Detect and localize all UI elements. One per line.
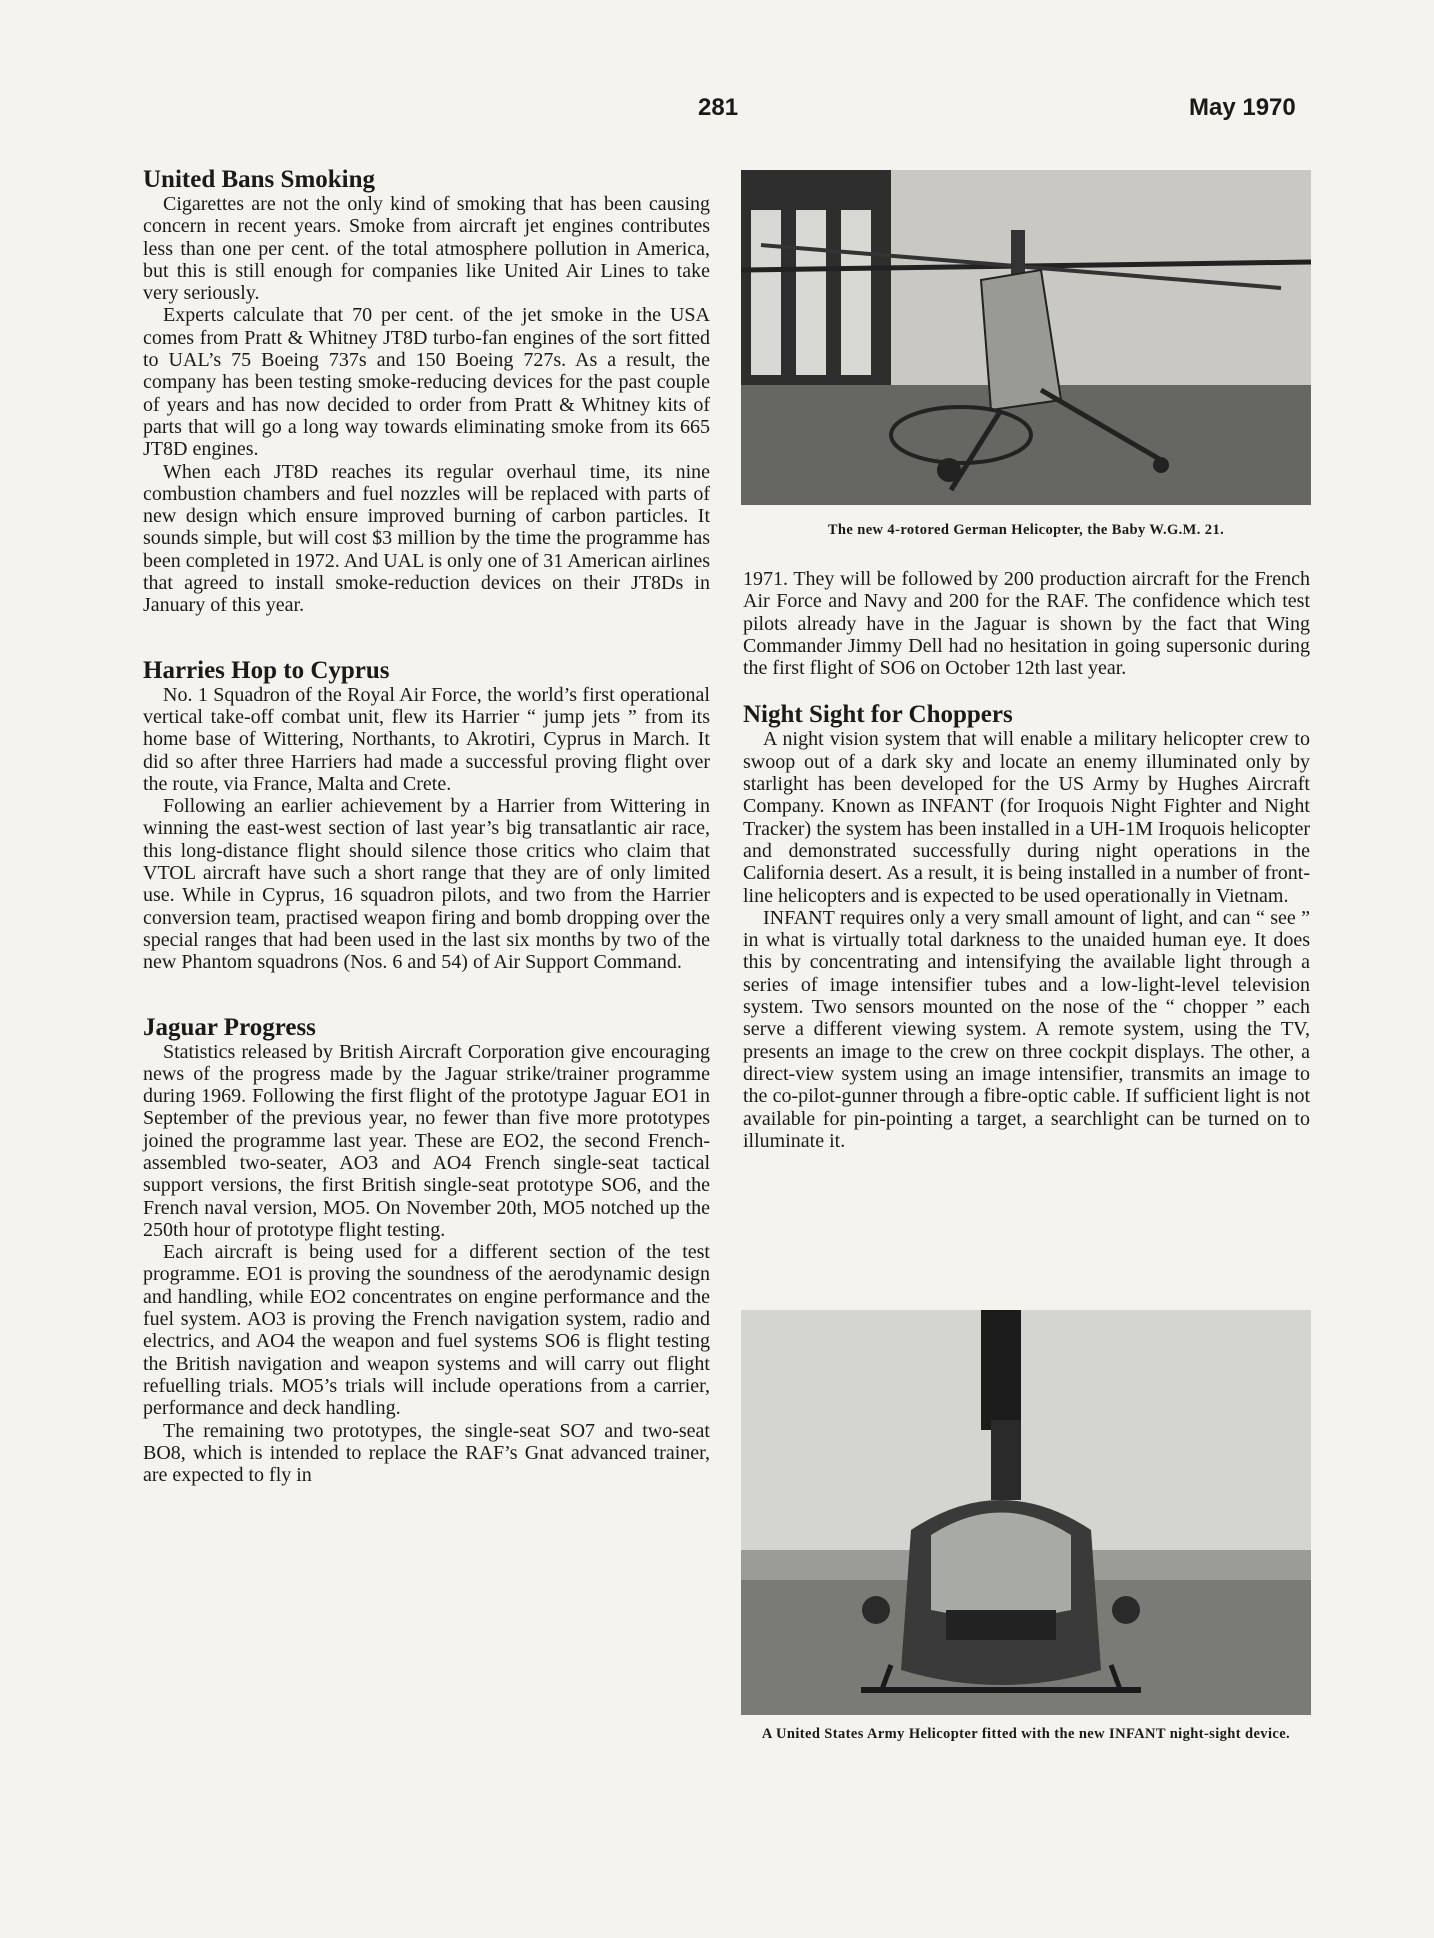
paragraph: The remaining two prototypes, the single-seat SO7 and two-seat BO8, which is intended to replace the RAF’s Gnat advanced trainer, are expected to fly in	[143, 1419, 710, 1487]
paragraph: A night vision system that will enable a military helicopter crew to swoop out of a dark sky and locate an enemy illuminated only by starlight has been developed for the US Army by Hughes Aircraft Company. Known as INFANT (for Iroquois Night Fighter and Night Tracker) the system has been installed in a UH-1M Iroquois helicopter and demonstrated successfully during night operations in the California desert. As a result, it is being installed in a number of front-line helicopters and is expected to be used operationally in Vietnam.	[743, 728, 1310, 907]
article-title: Jaguar Progress	[143, 1013, 316, 1041]
helicopter-illustration	[741, 170, 1311, 505]
helicopter-photo-top	[741, 170, 1311, 505]
paragraph: When each JT8D reaches its regular overhaul time, its nine combustion chambers and fuel nozzles will be replaced with parts of new design which ensure improved burning of carbon particles. It sounds simple, but will cost $3 million by the time the programme has been completed in 1972. And UAL is only one of 31 American airlines that agreed to install smoke-reduction devices on their JT8Ds in January of this year.	[143, 460, 710, 617]
article-title: United Bans Smoking	[143, 166, 376, 193]
paragraph: 1971. They will be followed by 200 production aircraft for the French Air Force and Navy and 200 for the RAF. The confidence which test pilots already have in the Jaguar is shown by the fact that Wing Commander Jimmy Dell had no hesitation in going supersonic during the first flight of SO6 on October 12th last year.	[743, 568, 1310, 680]
paragraph: Cigarettes are not the only kind of smoking that has been causing concern in recent years. Smoke from aircraft jet engines contributes less than one per cent. of the total atmosphere pollution in America, but this is still enough for companies like United Air Lines to take very seriously.	[143, 193, 710, 305]
paragraph: INFANT requires only a very small amount of light, and can “ see ” in what is virtually total darkness to the unaided human eye. It does this by concentrating and intensifying the available light through a series of image intensifier tubes and a low-light-level television system. Two sensors mounted on the nose of the “ chopper ” each serve a different viewing system. A remote system, using the TV, presents an image to the crew on three cockpit displays. The other, a direct-view system using an image intensifier, transmits an image to the co-pilot-gunner through a fibre-optic cable. If sufficient light is not available for pin-pointing a target, a searchlight can be turned on to illuminate it.	[743, 906, 1310, 1152]
article-jaguar-continued	[743, 568, 1310, 679]
article-harrier	[143, 657, 710, 974]
paragraph: Experts calculate that 70 per cent. of the jet smoke in the USA comes from Pratt & Whitney JT8D turbo-fan engines of the sort fitted to UAL’s 75 Boeing 737s and 150 Boeing 727s. As a result, the company has been testing smoke-reducing devices for the past couple of years and has now decided to order from Pratt & Whitney kits of parts that will go a long way towards eliminating smoke from its 665 JT8D engines.	[143, 304, 710, 461]
paragraph: No. 1 Squadron of the Royal Air Force, the world’s first operational vertical take-off combat unit, flew its Harrier “ jump jets ” from its home base of Wittering, Northants, to Akrotiri, Cyprus in March. It did so after three Harriers had made a successful proving flight over the route, via France, Malta and Crete.	[143, 683, 710, 795]
page-number: 281	[698, 94, 739, 121]
figure-caption-bottom: A United States Army Helicopter fitted with the new INFANT night-sight device.	[761, 1726, 1291, 1742]
article-title: Harries Hop to Cyprus	[143, 656, 390, 684]
article-united	[143, 166, 710, 617]
article-night-sight	[743, 701, 1310, 1152]
article-title: Night Sight for Choppers	[743, 701, 1013, 729]
paragraph: Following an earlier achievement by a Harrier from Wittering in winning the east-west section of last year’s big transatlantic air race, this long-distance flight should silence those critics who claim that VTOL aircraft have such a short range that they are of only limited use. While in Cyprus, 16 squadron pilots, and two from the Harrier conversion team, practised weapon firing and bomb dropping over the special ranges that had been used in the last six months by two of the new Phantom squadrons (Nos. 6 and 54) of Air Support Command.	[143, 795, 710, 974]
figure-caption-top: The new 4-rotored German Helicopter, the Baby W.G.M. 21.	[827, 522, 1225, 538]
page-date: May 1970	[1189, 94, 1296, 121]
paragraph: Each aircraft is being used for a different section of the test programme. EO1 is proving the soundness of the aerodynamic design and handling, while EO2 concentrates on engine performance and the fuel system. AO3 is proving the French navigation system, radio and electrics, and AO4 the weapon and fuel systems SO6 is flight testing the British navigation and weapon systems and will carry out flight refuelling trials. MO5’s trials will include operations from a carrier, performance and deck handling.	[143, 1241, 710, 1420]
article-jaguar	[143, 1014, 710, 1487]
paragraph: Statistics released by British Aircraft Corporation give encouraging news of the progress made by the Jaguar strike/trainer programme during 1969. Following the first flight of the prototype Jaguar EO1 in September of the previous year, no fewer than five more prototypes joined the programme last year. These are EO2, the second French-assembled two-seater, AO3 and AO4 French single-seat tactical support versions, the first British single-seat prototype SO6, and the French naval version, MO5. On November 20th, MO5 notched up the 250th hour of prototype flight testing.	[143, 1040, 710, 1241]
right-column	[743, 568, 1310, 1192]
left-column	[143, 166, 710, 1526]
helicopter-photo-bottom	[741, 1310, 1311, 1715]
army-helicopter-illustration	[741, 1310, 1311, 1715]
